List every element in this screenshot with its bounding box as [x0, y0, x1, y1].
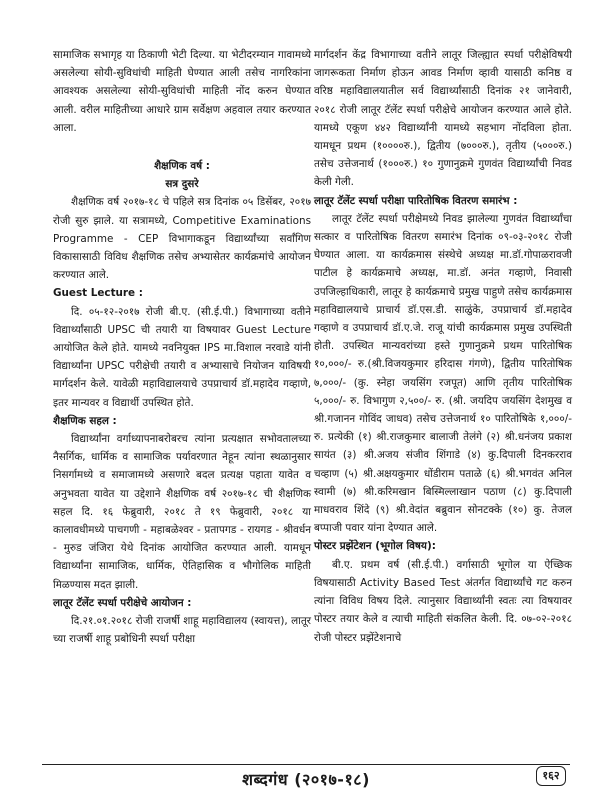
- paragraph-exam-guidance: मार्गदर्शन केंद्र विभागाच्या वतीने लातूर जिल्ह्यात स्पर्धा परीक्षेविषयी जागरूकता निर्माण होऊन आवड निर्माण व्हावी यासाठी कनिष्ठ व वरिष्ठ महाविद्यालयातील सर्व विद्यार्थ्यांसाठी दिनांक २१ जानेवारी, २०१८ रोजी लातूर टॅलेंट स्पर्धा परीक्षेचे आयोजन करण्यात आले होते. यामध्ये एकूण ४४२ विद्यार्थ्यांनी यामध्ये सहभाग नोंदविला होता. यामधून प्रथम (१००००रु.), द्वितीय (७०००रु.), तृतीय (५०००रु.) तसेच उत्तेजनार्थ (१०००रु.) १० गुणानुक्रमे गुणवंत विद्यार्थ्यांची निवड केली गेली.: [314, 49, 572, 189]
- spacer: [53, 137, 311, 157]
- award-ceremony-heading: लातूर टॅलेंट स्पर्धा परीक्षा पारितोषिक वितरण समारंभ :: [314, 194, 518, 207]
- paragraph-guest-lecture: दि. ०५-१२-२०१७ रोजी बी.ए. (सी.ई.पी.) विभागाच्या वतीने विद्यार्थ्यांसाठी UPSC ची तयारी या विषयावर Guest Lecture आयोजित केले होते. यामध्ये नवनियुक्त IPS मा.विशाल नरवाडे यांनी विद्यार्थ्यांना UPSC परीक्षेची तयारी व अभ्यासाचे नियोजन याविषयी मार्गदर्शन केले. यावेळी महाविद्यालयाचे उपप्राचार्य डॉ.महादेव गव्हाणे, इतर मान्यवर व विद्यार्थी उपस्थित होते.: [53, 305, 311, 409]
- latur-talent-heading: लातूर टॅलेंट स्पर्धा परीक्षेचे आयोजन :: [53, 596, 192, 609]
- poster-presentation-heading: पोस्टर प्रझेंटेशन (भूगोल विषय):: [314, 540, 436, 553]
- footer-divider: [42, 764, 570, 765]
- right-column: [314, 46, 572, 647]
- paragraph-poster-presentation: बी.ए. प्रथम वर्ष (सी.ई.पी.) वर्गासाठी भूगोल या ऐच्छिक विषयासाठी Activity Based Test अंतर्गत विद्यार्थ्यांचे गट करुन त्यांना विविध विषय दिले. त्यानुसार विद्यार्थ्यांनी स्वतः त्या विषयावर पोस्टर तयार केले व त्याची माहिती संकलित केली. दि. ०७-०२-२०१८ रोजी पोस्टर प्रझेंटेशनाचे: [314, 558, 572, 644]
- footer-title: शब्दगंध (२०१७-१८): [242, 770, 370, 789]
- left-column: [53, 46, 311, 649]
- section-subheading: सत्र दुसरे: [165, 178, 199, 191]
- paragraph-semester: शैक्षणिक वर्ष २०१७-१८ चे पहिले सत्र दिनांक ०५ डिसेंबर, २०१७ रोजी सुरु झाले. या सत्रामध्ये, Competitive Examinations Programme - CEP विभागाकडून विद्यार्थ्यांच्या सर्वांगिण विकासासाठी विविध शैक्षणिक तसेच अभ्यासेतर कार्यक्रमांचे आयोजन करण्यात आले.: [53, 196, 311, 282]
- guest-lecture-heading: Guest Lecture :: [53, 287, 143, 300]
- paragraph-educational-trip: विद्यार्थ्यांना वर्गाध्यापनाबरोबरच त्यांना प्रत्यक्षात सभोवतालच्या नैसर्गिक, धार्मिक व सामाजिक पर्यावरणात नेहून त्यांना स्थळानुसार निसर्गामध्ये व समाजामध्ये असणारे बदल प्रत्यक्ष पहाता यावेत व अनुभवता यावेत या उद्देशाने शैक्षणिक वर्ष २०१७-१८ ची शैक्षणिक सहल दि. १६ फेब्रुवारी, २०१८ ते १९ फेब्रुवारी, २०१८ या कालावधीमध्ये पाचगणी - महाबळेश्वर - प्रतापगड - रायगड - श्रीवर्धन - मुरुड जंजिरा येथे दिनांक आयोजित करण्यात आली. यामधून विद्यार्थ्यांना सामाजिक, धार्मिक, ऐतिहासिक व भौगोलिक माहिती मिळण्यास मदत झाली.: [53, 433, 311, 591]
- page-number: १६२: [536, 766, 566, 786]
- section-heading: शैक्षणिक वर्ष :: [154, 160, 210, 173]
- paragraph-village-survey: सामाजिक सभागृह या ठिकाणी भेटी दिल्या. या भेटीदरम्यान गावामध्ये असलेल्या सोयी-सुविधांची माहिती घेण्यात आली तसेच नागरिकांना आवश्यक असलेल्या सोयी-सुविधांची माहिती नोंद करुन घेण्यात आली. वरील माहितीच्या आधारे ग्राम सर्वेक्षण अहवाल तयार करण्यात आला.: [53, 49, 311, 134]
- educational-trip-heading: शैक्षणिक सहल :: [53, 414, 117, 427]
- paragraph-latur-talent: दि.२१.०१.२०१८ रोजी राजर्षी शाहू महाविद्यालय (स्वायत्त), लातूर च्या राजर्षी शाहू प्रबोधिनी स्पर्धा परीक्षा: [53, 615, 311, 646]
- paragraph-award-ceremony: लातूर टॅलेंट स्पर्धा परीक्षेमध्ये निवड झालेल्या गुणवंत विद्यार्थ्यांचा सत्कार व पारितोषिक वितरण समारंभ दिनांक ०९-०३-२०१८ रोजी घेण्यात आला. या कार्यक्रमास संस्थेचे अध्यक्ष मा.डॉ.गोपाळरावजी पाटील हे कार्यक्रमाचे अध्यक्ष, मा.डॉ. अनंत गव्हाणे, निवासी उपजिल्हाधिकारी, लातूर हे कार्यक्रमाचे प्रमुख पाहुणे तसेच कार्यक्रमास महाविद्यालयाचे प्राचार्य डॉ.एस.डी. साळुंके, उपप्राचार्य डॉ.महादेव गव्हाणे व उपप्राचार्य डॉ.ए.जे. राजू यांची कार्यक्रमास प्रमुख उपस्थिती होती. उपस्थित मान्यवरांच्या हस्ते गुणानुक्रमे प्रथम पारितोषिक १०,०००/- रु.(श्री.विजयकुमार हरिदास गंगणे), द्वितीय पारितोषिक ७,०००/- (कु. स्नेहा जयसिंग रजपूत) आणि तृतीय पारितोषिक ५,०००/- रु. विभागुण २,५००/- रु. (श्री. जयदिप जयसिंग देशमुख व श्री.गजानन गोविंद जाधव) तसेच उत्तेजनार्थ १० पारितोषिके १,०००/- रु. प्रत्येकी (१) श्री.राजकुमार बालाजी तेलंगे (२) श्री.धनंजय प्रकाश सायंत (३) श्री.अजय संजीव शिंगाडे (४) कु.दिपाली दिनकरराव चव्हाण (५) श्री.अक्षयकुमार धोंडीराम पताळे (६) श्री.भगवंत अनिल स्वामी (७) श्री.करिमखान बिस्मिल्लाखान पठाण (८) कु.दिपाली माधवराव शिंदे (९) श्री.वेदांत बब्रुवान सोनटक्के (१०) कु. तेजल बप्पाजी पवार यांना देण्यात आले.: [314, 212, 572, 535]
